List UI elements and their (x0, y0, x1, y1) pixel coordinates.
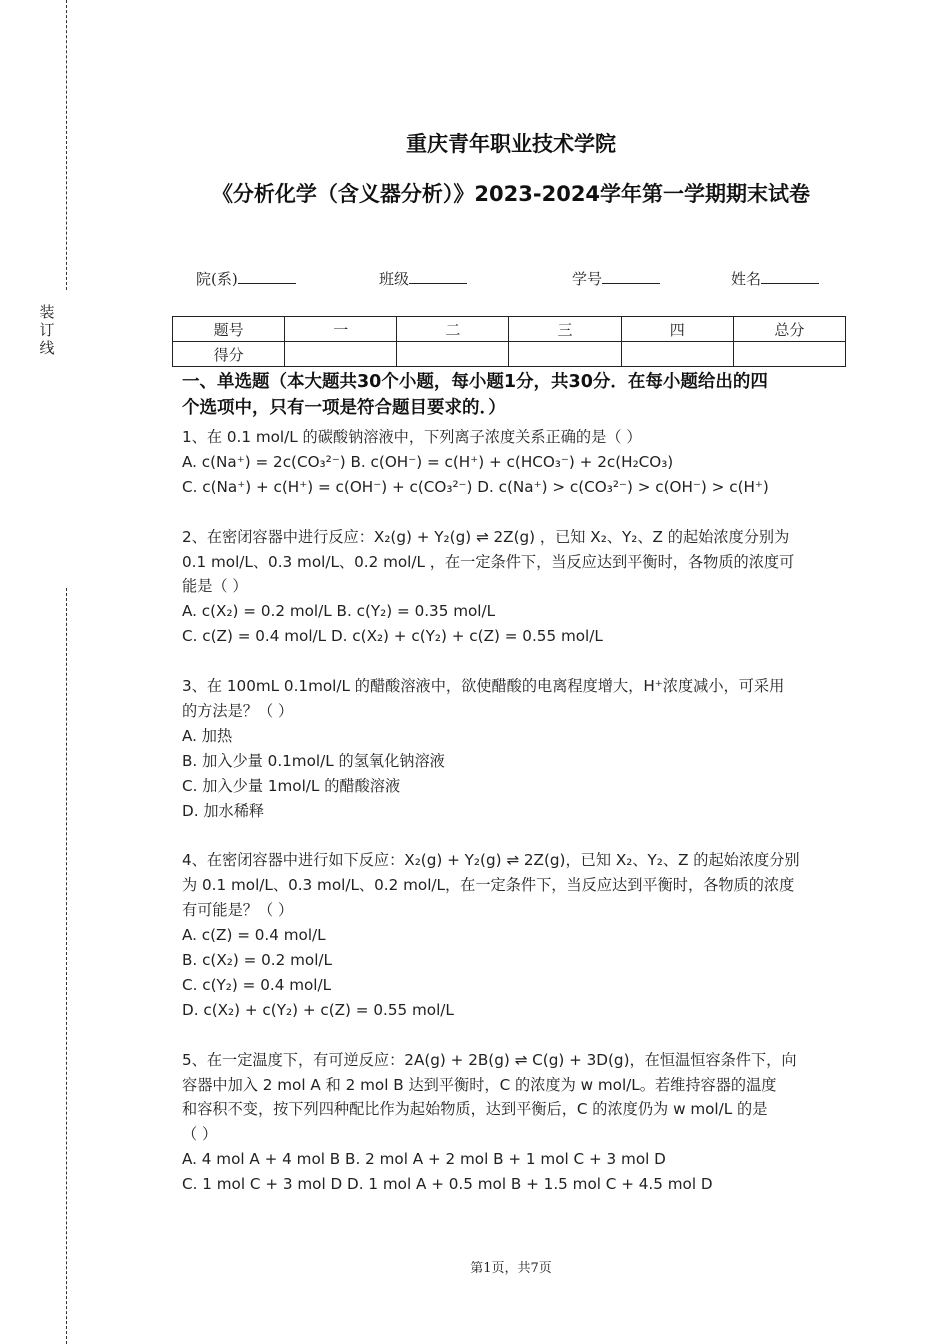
section-title-line: 一、单选题（本大题共30个小题，每小题1分，共30分．在每小题给出的四 (182, 372, 768, 392)
question-line: 4、在密闭容器中进行如下反应：X₂(g) + Y₂(g) ⇌ 2Z(g)，已知 X₂、Y₂、Z 的起始浓度分别 (182, 851, 800, 870)
binding-char: 订 (39, 321, 55, 339)
class-field[interactable] (379, 268, 467, 289)
score-input-cell[interactable] (621, 342, 733, 367)
score-table-header-row (173, 317, 846, 342)
department-field[interactable] (196, 268, 296, 289)
question-line: C. 加入少量 1mol/L 的醋酸溶液 (182, 776, 401, 795)
score-input-cell[interactable] (397, 342, 509, 367)
score-cell: 总分 (733, 317, 845, 342)
question-line: 3、在 100mL 0.1mol/L 的醋酸溶液中，欲使醋酸的电离程度增大，H⁺浓度减小，可采用 (182, 677, 785, 696)
question-line: 有可能是？（ ） (182, 901, 294, 920)
question-line: D. c(X₂) + c(Y₂) + c(Z) = 0.55 mol/L (182, 1000, 454, 1019)
name-field[interactable] (731, 268, 819, 289)
exam-title: 《分析化学（含义器分析）》2023-2024学年第一学期期末试卷 (211, 182, 811, 206)
question-3 (182, 674, 842, 823)
question-4 (182, 848, 842, 1022)
student-info-row (0, 268, 950, 292)
binding-dash-bottom (66, 588, 67, 1344)
question-line: 5、在一定温度下，有可逆反应：2A(g) + 2B(g) ⇌ C(g) + 3D(g)，在恒温恒容条件下，向 (182, 1050, 797, 1069)
question-line: （ ） (182, 1125, 218, 1144)
student-id-label: 学号 (572, 270, 603, 288)
page-number: 第1页，共7页 (470, 1261, 552, 1276)
department-label: 院(系) (196, 270, 238, 288)
department-blank[interactable] (238, 269, 296, 284)
class-label: 班级 (379, 270, 410, 288)
score-cell: 四 (621, 317, 733, 342)
question-line: C. c(Na⁺) + c(H⁺) = c(OH⁻) + c(CO₃²⁻) D. c(Na⁺) > c(CO₃²⁻) > c(OH⁻) > c(H⁺) (182, 477, 769, 496)
question-line: 的方法是？（ ） (182, 701, 294, 720)
score-cell: 题号 (173, 317, 285, 342)
score-cell: 一 (285, 317, 397, 342)
question-line: 容器中加入 2 mol A 和 2 mol B 达到平衡时，C 的浓度为 w mol/L。若维持容器的温度 (182, 1075, 777, 1094)
question-line: D. 加水稀释 (182, 801, 265, 820)
question-line: C. c(Z) = 0.4 mol/L D. c(X₂) + c(Y₂) + c(Z) = 0.55 mol/L (182, 627, 603, 646)
question-line: A. 4 mol A + 4 mol B B. 2 mol A + 2 mol B + 1 mol C + 3 mol D (182, 1150, 666, 1169)
score-input-cell[interactable] (733, 342, 845, 367)
question-line: 1、在 0.1 mol/L 的碳酸钠溶液中，下列离子浓度关系正确的是（ ） (182, 428, 642, 446)
binding-label (38, 303, 56, 357)
question-line: A. c(X₂) = 0.2 mol/L B. c(Y₂) = 0.35 mol/L (182, 602, 496, 621)
binding-char: 装 (39, 303, 55, 321)
student-id-blank[interactable] (602, 269, 660, 284)
score-input-cell[interactable] (509, 342, 621, 367)
question-line: A. c(Z) = 0.4 mol/L (182, 926, 326, 945)
section-title-line: 个选项中，只有一项是符合题目要求的．） (182, 398, 506, 418)
question-line: A. c(Na⁺) = 2c(CO₃²⁻) B. c(OH⁻) = c(H⁺) + c(HCO₃⁻) + 2c(H₂CO₃) (182, 452, 674, 471)
question-line: B. c(X₂) = 0.2 mol/L (182, 950, 333, 969)
question-line: A. 加热 (182, 726, 233, 745)
school-name: 重庆青年职业技术学院 (406, 132, 616, 156)
question-line: 为 0.1 mol/L、0.3 mol/L、0.2 mol/L，在一定条件下，当反应达到平衡时，各物质的浓度 (182, 876, 795, 895)
section-title (182, 369, 842, 421)
question-line: C. c(Y₂) = 0.4 mol/L (182, 975, 332, 994)
score-input-cell[interactable] (285, 342, 397, 367)
name-blank[interactable] (761, 269, 819, 284)
score-table (172, 316, 846, 367)
name-label: 姓名 (731, 270, 762, 288)
question-1 (182, 425, 842, 500)
question-line: 2、在密闭容器中进行反应：X₂(g) + Y₂(g) ⇌ 2Z(g) ，已知 X₂、Y₂、Z 的起始浓度分别为 (182, 527, 790, 546)
score-cell: 二 (397, 317, 509, 342)
question-line: C. 1 mol C + 3 mol D D. 1 mol A + 0.5 mol B + 1.5 mol C + 4.5 mol D (182, 1175, 713, 1194)
question-line: B. 加入少量 0.1mol/L 的氢氧化钠溶液 (182, 751, 445, 770)
binding-char: 线 (39, 339, 55, 357)
question-line: 和容积不变，按下列四种配比作为起始物质，达到平衡后，C 的浓度仍为 w mol/L 的是 (182, 1100, 768, 1119)
score-cell: 三 (509, 317, 621, 342)
question-5 (182, 1048, 842, 1197)
student-id-field[interactable] (572, 268, 660, 289)
class-blank[interactable] (409, 269, 467, 284)
exam-content (182, 369, 842, 1222)
question-2 (182, 525, 842, 650)
question-line: 0.1 mol/L、0.3 mol/L、0.2 mol/L ，在一定条件下，当反应达到平衡时，各物质的浓度可 (182, 552, 795, 571)
score-table-score-row (173, 342, 846, 367)
score-cell: 得分 (173, 342, 285, 367)
question-line: 能是（ ） (182, 577, 248, 596)
